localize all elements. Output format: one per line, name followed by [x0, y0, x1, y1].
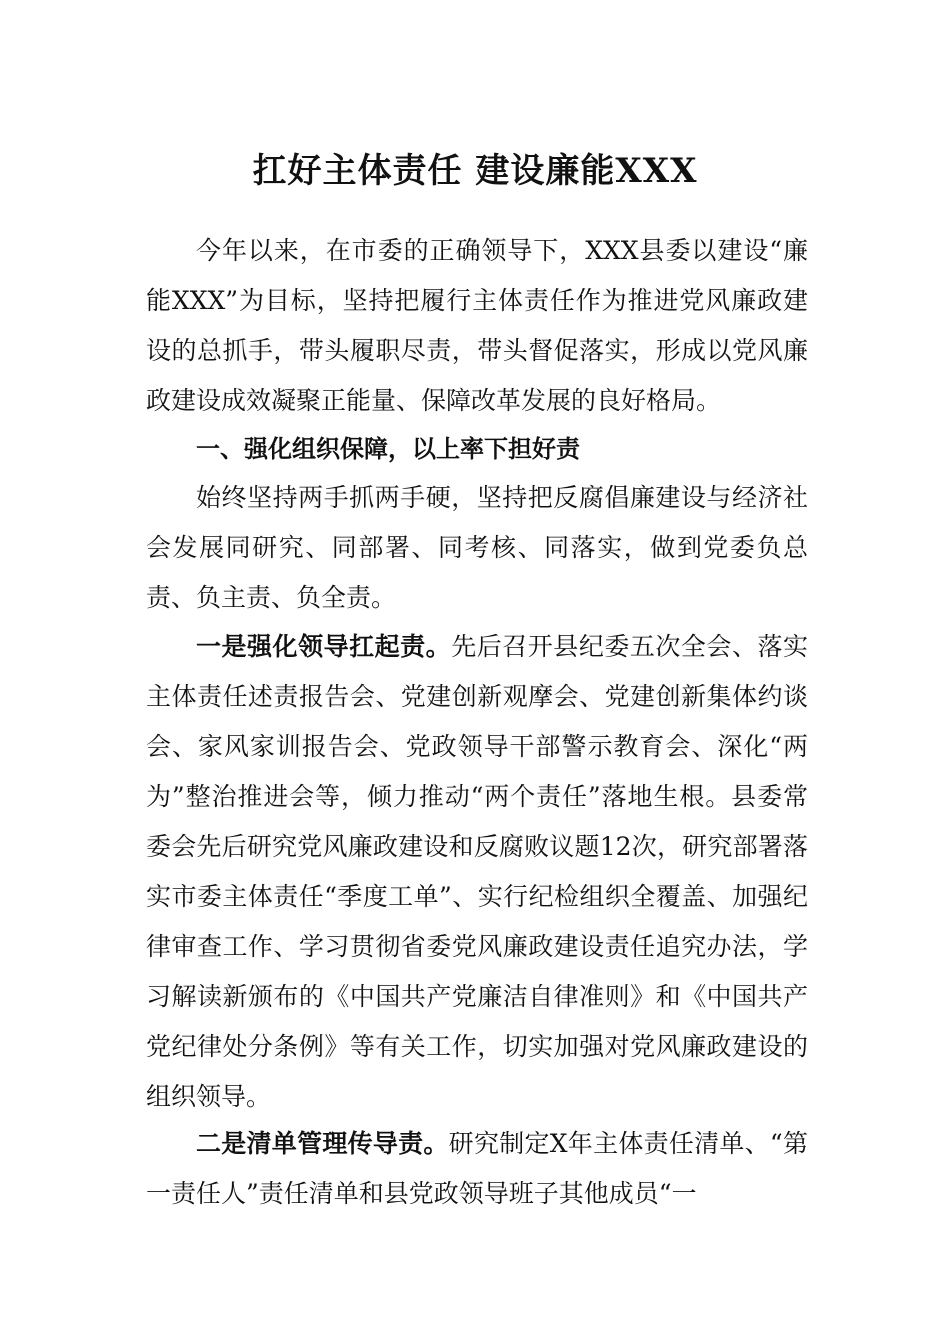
- item-text-2: 研究制定X年主体责任清单、“第一责任人”责任清单和县党政领导班子其他成员“一: [146, 1129, 808, 1208]
- section-heading: 一、强化组织保障，以上率下担好责: [196, 435, 580, 463]
- item-text-1: 先后召开县纪委五次全会、落实主体责任述责报告会、党建创新观摩会、党建创新集体约谈会、家风家训报告会、党政领导干部警示教育会、深化“两为”整治推进会等，倾力推动“两个责任”落地生根。县委常委会先后研究党风廉政建设和反腐败议题12次，研究部署落实市委主体责任“季度工单”、实行纪检组织全覆盖、加强纪律审查工作、学习贯彻省委党风廉政建设责任追究办法，学习解读新颁布的《中国共产党廉洁自律准则》和《中国共产党纪律处分条例》等有关工作，切实加强对党风廉政建设的组织领导。: [146, 632, 808, 1111]
- item-lead-2: 二是清单管理传导责。: [196, 1129, 449, 1158]
- item-paragraph-1: [146, 622, 808, 1122]
- item-paragraph-2: [146, 1119, 808, 1219]
- intro-paragraph: 今年以来，在市委的正确领导下，XXX县委以建设“廉能XXX”为目标，坚持把履行主体责任作为推进党风廉政建设的总抓手，带头履职尽责，带头督促落实，形成以党风廉政建设成效凝聚正能量、保障改革发展的良好格局。: [146, 236, 808, 415]
- item-lead-1: 一是强化领导扛起责。: [196, 632, 452, 661]
- section-paragraph: 始终坚持两手抓两手硬，坚持把反腐倡廉建设与经济社会发展同研究、同部署、同考核、同落实，做到党委负总责、负主责、负全责。: [146, 483, 808, 612]
- document-title: 扛好主体责任 建设廉能XXX: [252, 150, 698, 191]
